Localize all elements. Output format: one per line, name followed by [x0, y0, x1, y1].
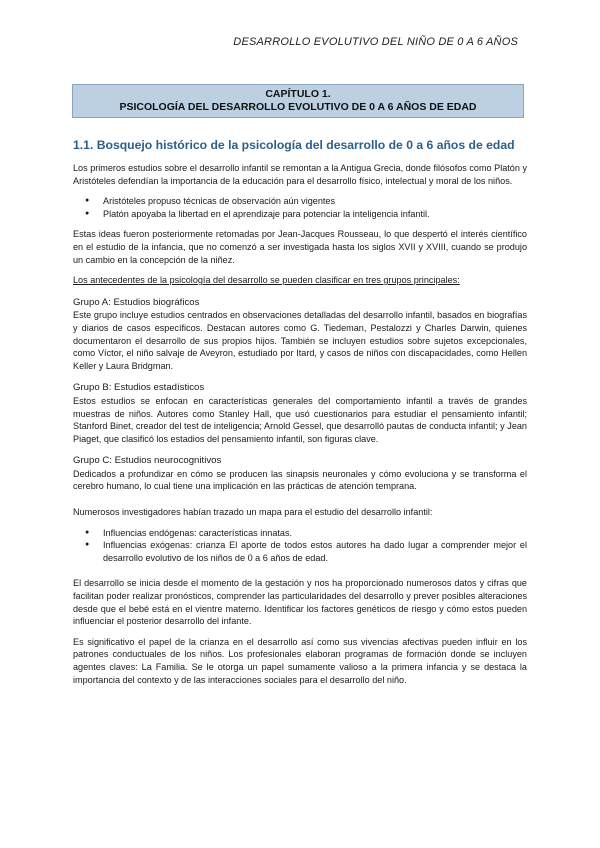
- list-item: ● Aristóteles propuso técnicas de observación aún vigentes: [103, 195, 527, 208]
- running-header: DESARROLLO EVOLUTIVO DEL NIÑO DE 0 A 6 AÑOS: [233, 36, 518, 48]
- gestation-paragraph: El desarrollo se inicia desde el momento de la gestación y nos ha proporcionado numerosos datos y cifras que facilitan poder realizar pronósticos, comprender las particularidades del desarrollo y prever posibles alteraciones desde que el bebé está en el vientre materno. Identificar los factores genéticos de riesgo y cómo estos pueden influenciar el posterior desarrollo del infante.: [73, 578, 527, 627]
- group-b-title: Grupo B: Estudios estadísticos: [73, 382, 205, 394]
- bullet-list-philosophers: [73, 195, 527, 220]
- group-a-title: Grupo A: Estudios biográficos: [73, 296, 200, 308]
- group-c-title: Grupo C: Estudios neurocognitivos: [73, 455, 222, 467]
- antecedents-paragraph: Los antecedentes de la psicología del desarrollo se pueden clasificar en tres grupos principales:: [73, 275, 460, 286]
- list-item: ● Platón apoyaba la libertad en el aprendizaje para potenciar la inteligencia infantil.: [103, 208, 527, 221]
- group-c-paragraph: Dedicados a profundizar en cómo se producen las sinapsis neuronales y cómo evoluciona y se transforma el cerebro humano, lo cual tiene una implicación en las prácticas de atención temprana.: [73, 468, 527, 492]
- main-content: [73, 138, 527, 694]
- chapter-title-box: [72, 84, 524, 118]
- chapter-number: CAPÍTULO 1.: [265, 88, 331, 100]
- list-item: ● Influencias exógenas: crianza El aporte de todos estos autores ha dado lugar a comprender mejor el desarrollo evolutivo de los niños de 0 a 6 años de edad.: [103, 539, 527, 564]
- upbringing-paragraph: Es significativo el papel de la crianza en el desarrollo así como sus vivencias afectivas pueden influir en los patrones conductuales de los niños. Los profesionales elaboran programas de formación donde se incluyen agentes claves: La Familia. Se le otorga un papel sumamente valioso a la primera infancia y se destaca la importancia del contexto y de las interacciones sociales para el desarrollo del niño.: [73, 636, 527, 685]
- researchers-paragraph: Numerosos investigadores habían trazado un mapa para el estudio del desarrollo infantil:: [73, 507, 433, 518]
- list-item: ● Influencias endógenas: características innatas.: [103, 527, 527, 540]
- group-b-paragraph: Estos estudios se enfocan en características generales del comportamiento infantil a través de grandes muestras de niños. Autores como Stanley Hall, que usó cuestionarios para estudiar el pensamiento infantil; Stanford Binet, creador del test de inteligencia; Arnold Gessel, que desarrolló pautas de conducta infantil; y Jean Piaget, que clasificó los estadios del pensamiento infantil, son figuras clave.: [73, 395, 527, 444]
- section-heading: 1.1. Bosquejo histórico de la psicología del desarrollo de 0 a 6 años de edad: [73, 138, 515, 152]
- chapter-title: PSICOLOGÍA DEL DESARROLLO EVOLUTIVO DE 0 A 6 AÑOS DE EDAD: [119, 101, 477, 113]
- rousseau-paragraph: Estas ideas fueron posteriormente retomadas por Jean-Jacques Rousseau, lo que despertó el interés científico en el estudio de la infancia, que no comenzó a ser investigada hasta los siglos XVII y XVIII, cuando se produjo un cambio en la concepción de la niñez.: [73, 229, 527, 265]
- group-a-paragraph: Este grupo incluye estudios centrados en observaciones detalladas del desarrollo infantil, basados en biografías y diarios de casos específicos. Destacan autores como G. Tiedeman, Pestalozzi y Charles Darwin, quienes documentaron el desarrollo de sus propios hijos. También se incluyen estudios sobre sujetos excepcionales, como Víctor, el niño salvaje de Aveyron, estudiado por Itard, y casos de niños con discapacidades, como Hellen Keller y Laura Bridgman.: [73, 310, 527, 371]
- intro-paragraph: Los primeros estudios sobre el desarrollo infantil se remontan a la Antigua Grecia, donde filósofos como Platón y Aristóteles defendían la importancia de la educación para el desarrollo físico, intelectual y moral de los niños.: [73, 163, 527, 186]
- bullet-list-influences: [73, 527, 527, 565]
